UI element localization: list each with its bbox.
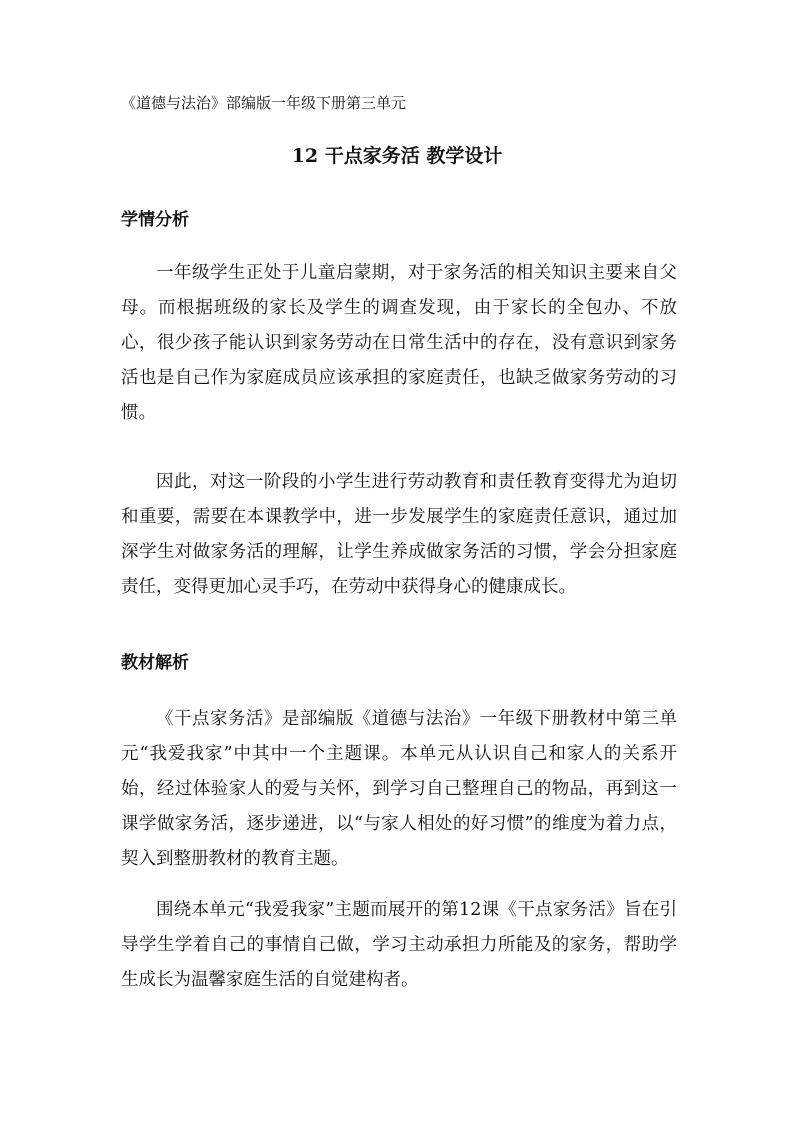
paragraph-learning-analysis-2: 因此，对这一阶段的小学生进行劳动教育和责任教育变得尤为迫切和重要，需要在本课教学中，进一步发展学生的家庭责任意识，通过加深学生对做家务活的理解，让学生养成做家务活的习惯，学会分担家庭责任，变得更加心灵手巧，在劳动中获得身心的健康成长。	[121, 472, 677, 597]
section-heading-textbook-analysis: 教材解析	[121, 653, 189, 673]
paragraph-textbook-analysis-1: 《干点家务活》是部编版《道德与法治》一年级下册教材中第三单元“我爱我家”中其中一个主题课。本单元从认识自己和家人的关系开始，经过体验家人的爱与关怀，到学习自己整理自己的物品，再到这一课学做家务活，逐步递进，以“与家人相处的好习惯”的维度为着力点，契入到整册教材的教育主题。	[121, 709, 677, 869]
section-heading-learning-analysis: 学情分析	[121, 210, 189, 230]
document-header: 《道德与法治》部编版一年级下册第三单元	[121, 94, 407, 112]
document-title: 12 干点家务活 教学设计	[291, 145, 503, 167]
paragraph-learning-analysis-1: 一年级学生正处于儿童启蒙期，对于家务活的相关知识主要来自父母。而根据班级的家长及学生的调查发现，由于家长的全包办、不放心，很少孩子能认识到家务劳动在日常生活中的存在，没有意识到家务活也是自己作为家庭成员应该承担的家庭责任，也缺乏做家务劳动的习惯。	[121, 263, 677, 423]
paragraph-textbook-analysis-2: 围绕本单元“我爱我家”主题而展开的第12课《干点家务活》旨在引导学生学着自己的事情自己做，学习主动承担力所能及的家务，帮助学生成长为温馨家庭生活的自觉建构者。	[121, 900, 677, 990]
